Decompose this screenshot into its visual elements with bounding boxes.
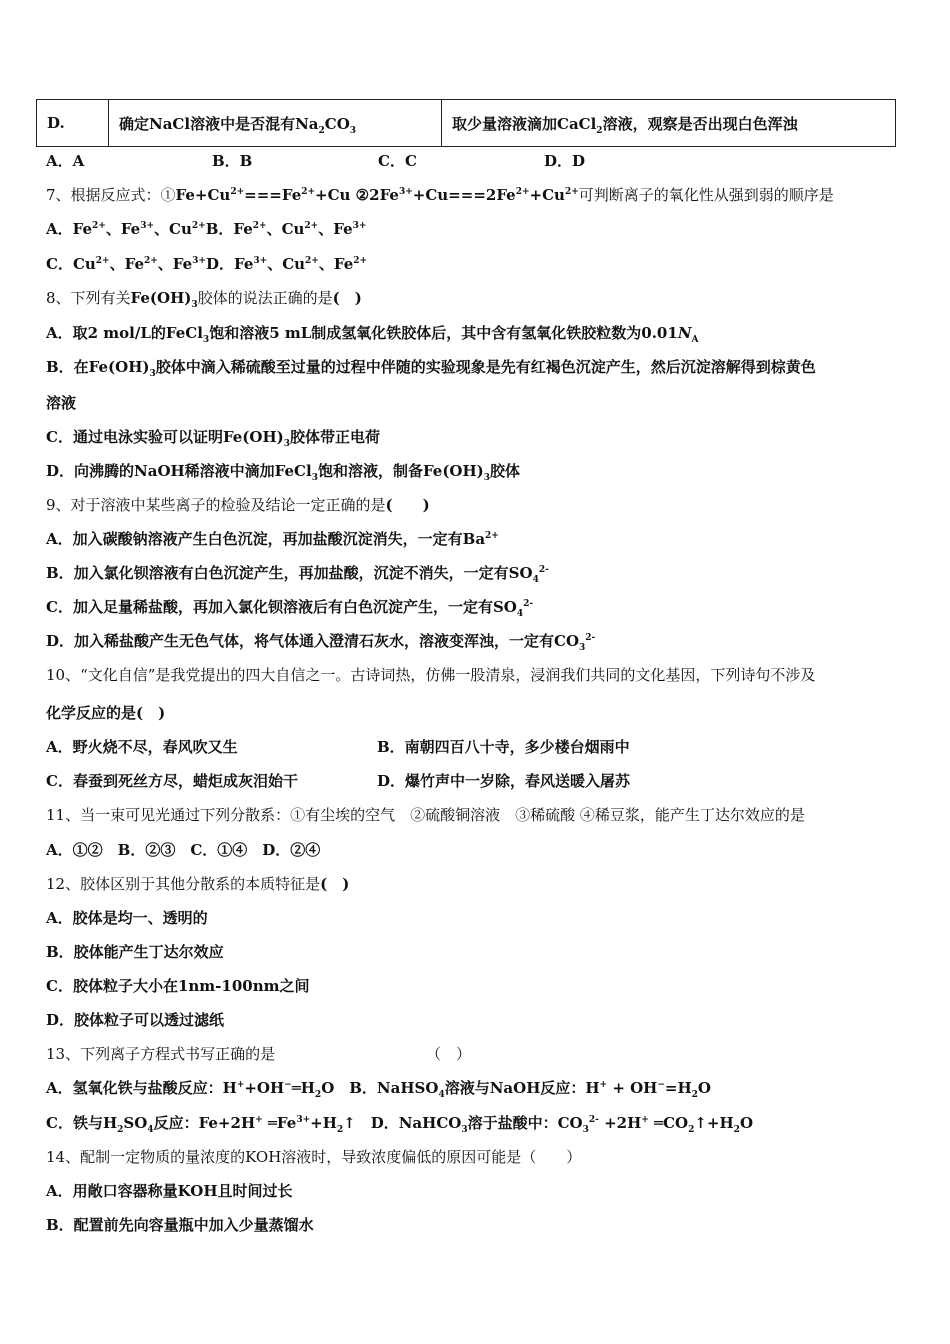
q12-option-d: D．胶体粒子可以透过滤纸 (46, 1011, 225, 1029)
q7-options-ab: A．$Fe^{2+}$、$Fe^{3+}$、$Cu^{2+}B$．$Fe^{2+}$、$Cu^{2+}$、$Fe^{3+}$ (46, 220, 367, 238)
q13-options-cd: C．铁与$H_2SO_4$反应：Fe+2H+ $═Fe^{3+}+H_2↑$ D．NaHCO$_3$溶于盐酸中：$CO_3^{2-} +2H^+$ $═CO_2↑+H_2O$ (46, 1114, 754, 1135)
q9-option-a: A．加入碳酸钠溶液产生白色沉淀，再加盐酸沉淀消失，一定有$Ba^{2+}$ (46, 530, 499, 548)
q6-option-a: A．A (46, 152, 85, 170)
table-cell-label: D. (37, 100, 109, 147)
q6-option-d: D．D (544, 152, 586, 170)
table-cell-method: 取少量溶液滴加CaCl$_2$溶液，观察是否出现白色浑浊 (442, 100, 896, 147)
q8-option-a: A．取2 mol/L的FeCl$_3$饱和溶液5 mL制成氢氧化铁胶体后，其中含有氢氧化铁胶粒数为$0.01N_A$ (46, 324, 699, 345)
table-row (37, 100, 896, 147)
q12-option-b: B．胶体能产生丁达尔效应 (46, 943, 224, 961)
q12-option-a: A．胶体是均一、透明的 (46, 909, 208, 927)
q7-options-cd: C．$Cu^{2+}$、$Fe^{2+}$、$Fe^{3+}D$．$Fe^{3+}$、$Cu^{2+}$、$Fe^{2+}$ (46, 255, 368, 273)
q9-option-d: D．加入稀盐酸产生无色气体，将气体通入澄清石灰水，溶液变浑浊，一定有$CO_3^{2-}$ (46, 632, 596, 653)
q7-stem-suffix: 可判断离子的氧化性从强到弱的顺序是 (578, 186, 834, 204)
q8-stem: 8、下列有关$Fe(OH)_3$胶体的说法正确的是( ) (46, 289, 362, 310)
table-cell-purpose: 确定NaCl溶液中是否混有$Na_2CO_3$ (109, 100, 442, 147)
q8-option-b: B．在$Fe(OH)_3$胶体中滴入稀硫酸至过量的过程中伴随的实验现象是先有红褐色沉淀产生，然后沉淀溶解得到棕黄色 (46, 358, 816, 379)
q8-option-b-cont: 溶液 (46, 394, 77, 412)
q10-option-b: B．南朝四百八十寺，多少楼台烟雨中 (377, 738, 630, 756)
q7-reaction-1: $Fe+Cu^{2+}===Fe^{2+}+Cu$ $②2Fe^{3+}+Cu===2Fe^{2+}+Cu^{2+}$ (175, 186, 579, 204)
q14-option-a: A．用敞口容器称量KOH且时间过长 (46, 1182, 293, 1200)
q14-stem: 14、配制一定物质的量浓度的KOH溶液时，导致浓度偏低的原因可能是（ ） (46, 1148, 582, 1166)
q13-stem (46, 1044, 471, 1064)
q13-paren: （ ） (426, 1045, 472, 1063)
q10-options-ab (46, 737, 630, 757)
q10-stem-cont: 化学反应的是( ) (46, 704, 166, 722)
q9-stem: 9、对于溶液中某些离子的检验及结论一定正确的是( ) (46, 496, 430, 514)
q10-option-d: D．爆竹声中一岁除，春风送暖入屠苏 (377, 772, 631, 790)
q8-option-d: D．向沸腾的NaOH稀溶液中滴加FeCl$_3$饱和溶液，制备$Fe(OH)_3$胶体 (46, 462, 521, 483)
q13-stem-text: 13、下列离子方程式书写正确的是 (46, 1045, 276, 1063)
q12-option-c: C．胶体粒子大小在1nm-100nm之间 (46, 977, 310, 995)
q6-answer-options (46, 151, 585, 171)
q11-options: A．①② B．②③ C．①④ D．②④ (46, 841, 321, 859)
q10-option-c: C．春蚕到死丝方尽，蜡炬成灰泪始干 (46, 772, 298, 790)
q13-options-ab: A．氢氧化铁与盐酸反应：$H^++OH^-═H_2O$ B．NaHSO$_4$溶液与NaOH反应：$H^+ + OH^-=H_2O$ (46, 1079, 711, 1100)
q8-option-c: C．通过电泳实验可以证明$Fe(OH)_3$胶体带正电荷 (46, 428, 381, 449)
q9-option-c: C．加入足量稀盐酸，再加入氯化钡溶液后有白色沉淀产生，一定有$SO_4^{2-}$ (46, 598, 534, 619)
q10-options-cd (46, 771, 630, 791)
q7-stem-prefix: 7、根据反应式：① (46, 186, 176, 204)
q11-stem: 11、当一束可见光通过下列分散系：①有尘埃的空气 ②硫酸铜溶液 ③稀硫酸 ④稀豆浆，能产生丁达尔效应的是 (46, 806, 805, 824)
q12-stem: 12、胶体区别于其他分散系的本质特征是( ) (46, 875, 350, 893)
q7-stem (46, 185, 834, 205)
q6-option-b: B．B (212, 152, 253, 170)
q14-option-b: B．配置前先向容量瓶中加入少量蒸馏水 (46, 1216, 314, 1234)
q10-option-a: A．野火烧不尽，春风吹又生 (46, 738, 238, 756)
experiment-table (36, 99, 896, 147)
q6-option-c: C．C (378, 152, 417, 170)
q10-stem: 10、“文化自信”是我党提出的四大自信之一。古诗词热，仿佛一股清泉，浸润我们共同的文化基因，下列诗句不涉及 (46, 666, 816, 684)
q9-option-b: B．加入氯化钡溶液有白色沉淀产生，再加盐酸，沉淀不消失，一定有$SO_4^{2-}$ (46, 564, 549, 585)
